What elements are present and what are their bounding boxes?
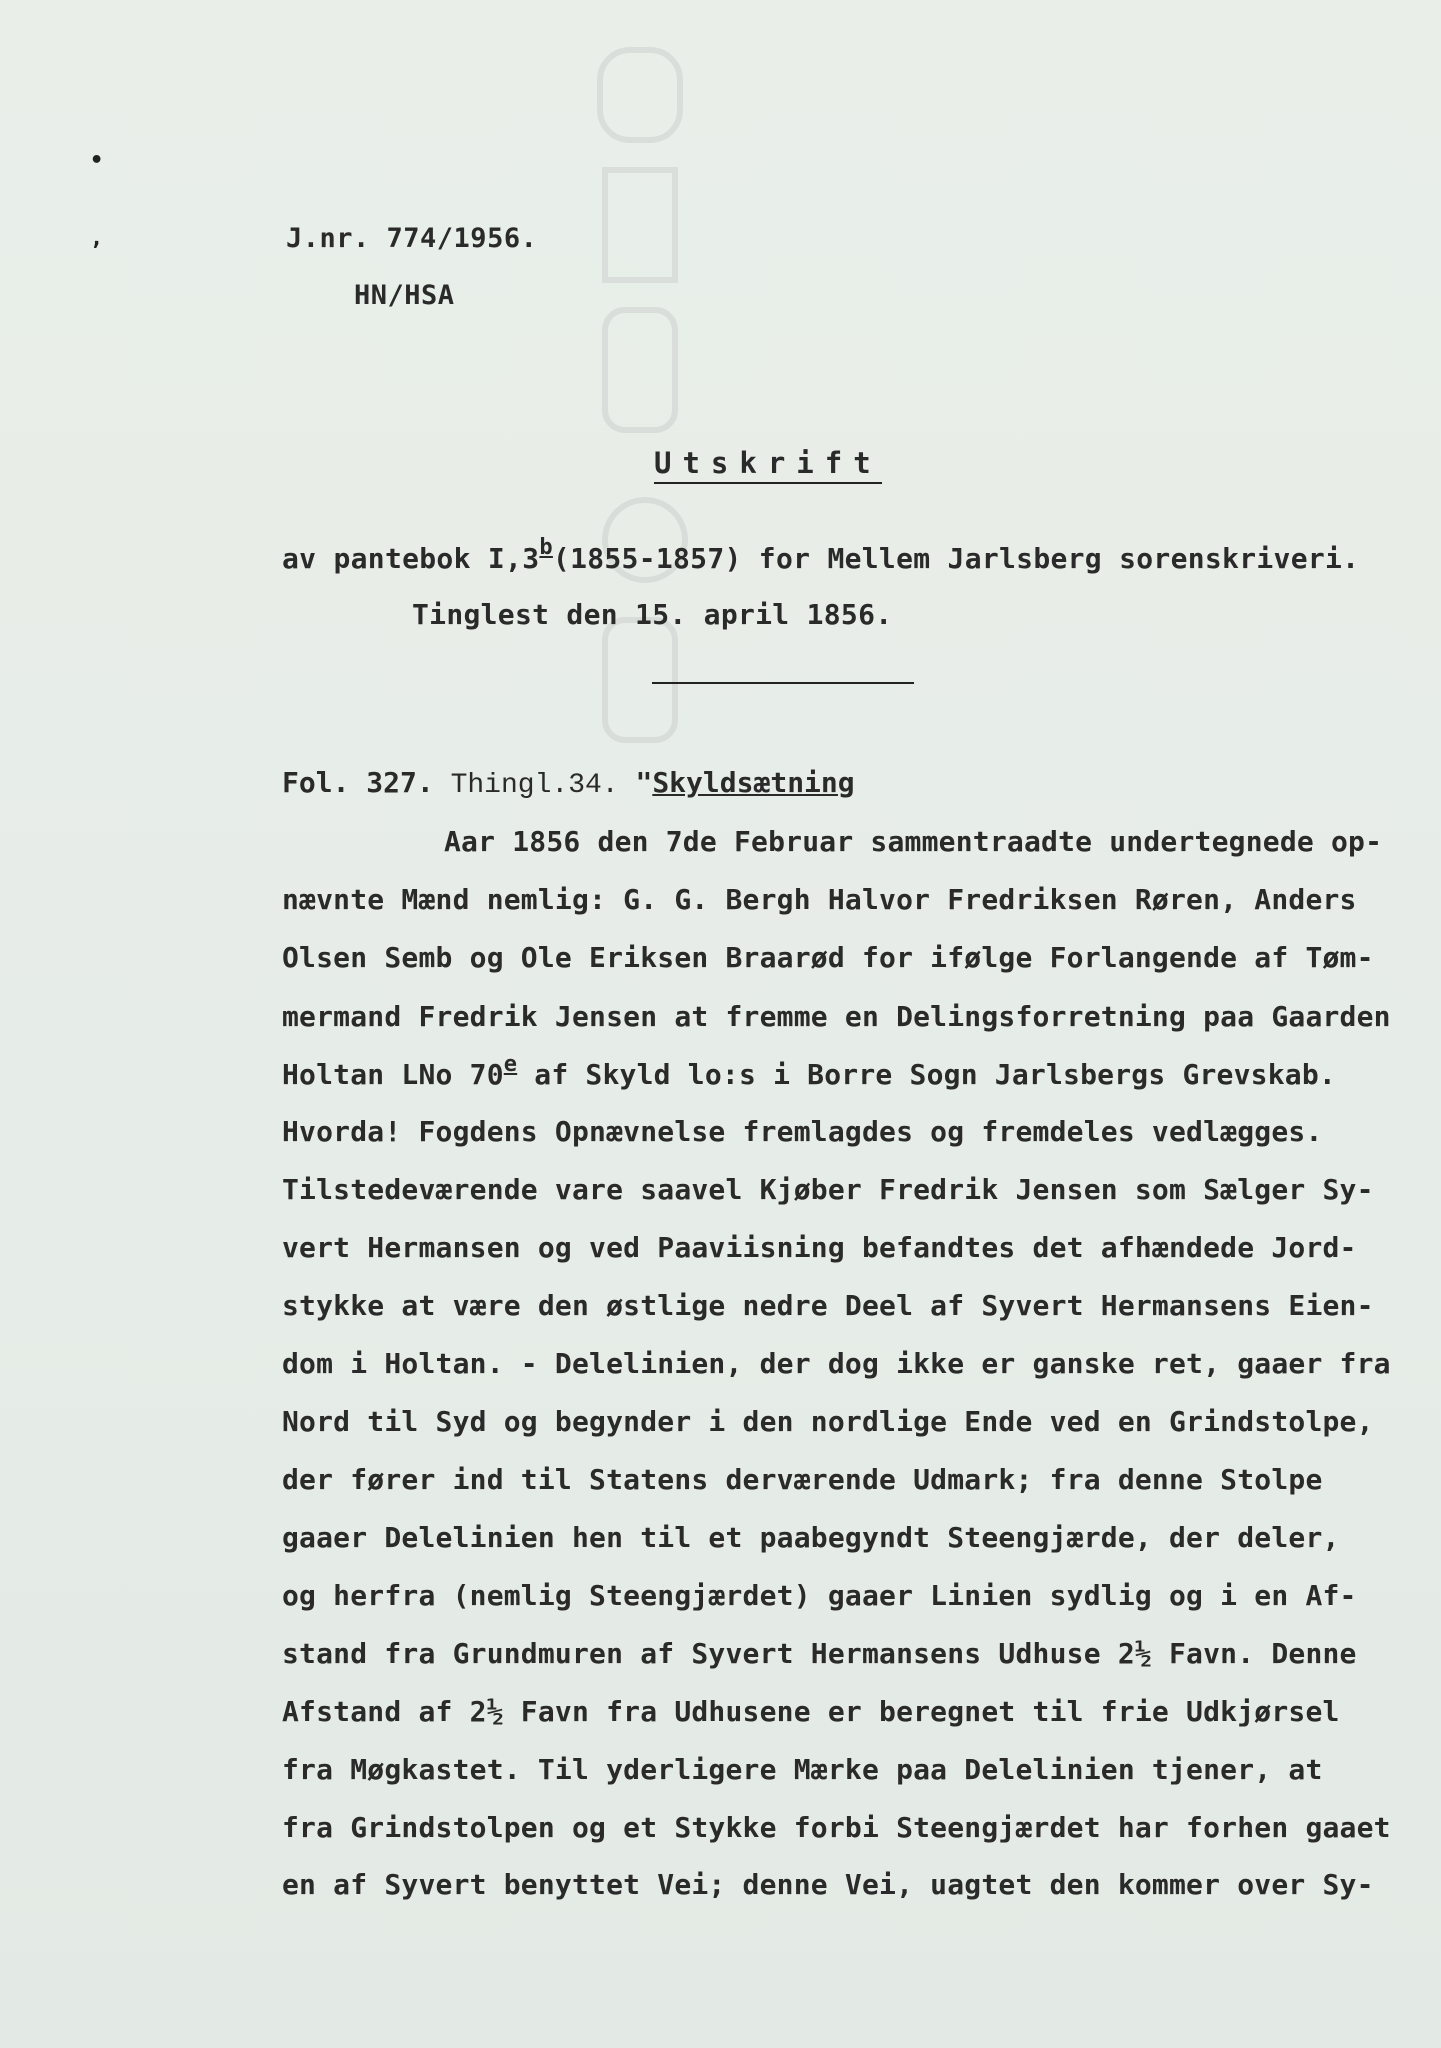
holtan-suffix: af Skyld lo:s i Borre Sogn Jarlsbergs Grevskab. [517, 1058, 1336, 1091]
body-line-17: fra Møgkastet. Til yderligere Mærke paa Delelinien tjener, at [282, 1753, 1323, 1786]
initials: HN/HSA [354, 280, 455, 311]
body-line-9: stykke at være den østlige nedre Deel af Syvert Hermansens Eien- [282, 1289, 1374, 1322]
body-line-11: Nord til Syd og begynder i den nordlige Ende ved en Grindstolpe, [282, 1405, 1374, 1438]
bleed-through-stamp [585, 20, 705, 780]
subtitle-superscript: b [539, 535, 553, 560]
subtitle-suffix: (1855-1857) for Mellem Jarlsberg sorenskriveri. [552, 542, 1360, 575]
section-heading: Skyldsætning [652, 766, 855, 799]
document-title: Utskrift [654, 446, 882, 484]
body-line-13: gaaer Delelinien hen til et paabegyndt Steengjærde, der deler, [282, 1521, 1340, 1554]
body-line-6: Hvorda! Fogdens Opnævnelse fremlagdes og fremdeles vedlægges. [282, 1115, 1323, 1148]
heading-quote: " [635, 766, 653, 799]
body-line-10: dom i Holtan. - Delelinien, der dog ikke er ganske ret, gaaer fra [282, 1347, 1391, 1380]
body-line-8: vert Hermansen og ved Paaviisning befandtes det afhændede Jord- [282, 1231, 1357, 1264]
body-line-3: Olsen Semb og Ole Eriksen Braarød for ifølge Forlangende af Tøm- [282, 941, 1374, 974]
margin-mark-2: , [90, 226, 104, 251]
body-line-2: nævnte Mænd nemlig: G. G. Bergh Halvor Fredriksen Røren, Anders [282, 883, 1357, 916]
body-line-1: Aar 1856 den 7de Februar sammentraadte undertegnede op- [444, 825, 1383, 858]
body-line-7: Tilstedeværende vare saavel Kjøber Fredrik Jensen som Sælger Sy- [282, 1173, 1374, 1206]
folio: Fol. 327. [282, 766, 434, 799]
margin-mark-1: • [90, 148, 104, 173]
body-line-15: stand fra Grundmuren af Syvert Hermansens Udhuse 2½ Favn. Denne [282, 1637, 1357, 1670]
subtitle-prefix: av pantebok I,3 [282, 542, 540, 575]
subtitle-line-2: Tinglest den 15. april 1856. [412, 598, 893, 631]
body-line-12: der fører ind til Statens derværende Udmark; fra denne Stolpe [282, 1463, 1323, 1496]
journal-number: J.nr. 774/1956. [286, 223, 538, 254]
body-line-5 [282, 1052, 1336, 1091]
holtan-prefix: Holtan LNo 70 [282, 1058, 504, 1091]
body-line-14: og herfra (nemlig Steengjærdet) gaaer Linien sydlig og i en Af- [282, 1579, 1357, 1612]
body-line-16: Afstand af 2½ Favn fra Udhusene er beregnet til frie Udkjørsel [282, 1695, 1340, 1728]
body-line-4: mermand Fredrik Jensen at fremme en Delingsforretning paa Gaarden [282, 1000, 1391, 1033]
divider-rule [652, 682, 914, 684]
subtitle-line-1 [282, 535, 1360, 575]
folio-line [282, 766, 855, 801]
thingl-ref: Thingl.34. [450, 770, 619, 801]
body-line-18: fra Grindstolpen og et Stykke forbi Steengjærdet har forhen gaaet [282, 1811, 1391, 1844]
body-line-19: en af Syvert benyttet Vei; denne Vei, uagtet den kommer over Sy- [282, 1868, 1374, 1901]
holtan-superscript: e [503, 1052, 518, 1077]
